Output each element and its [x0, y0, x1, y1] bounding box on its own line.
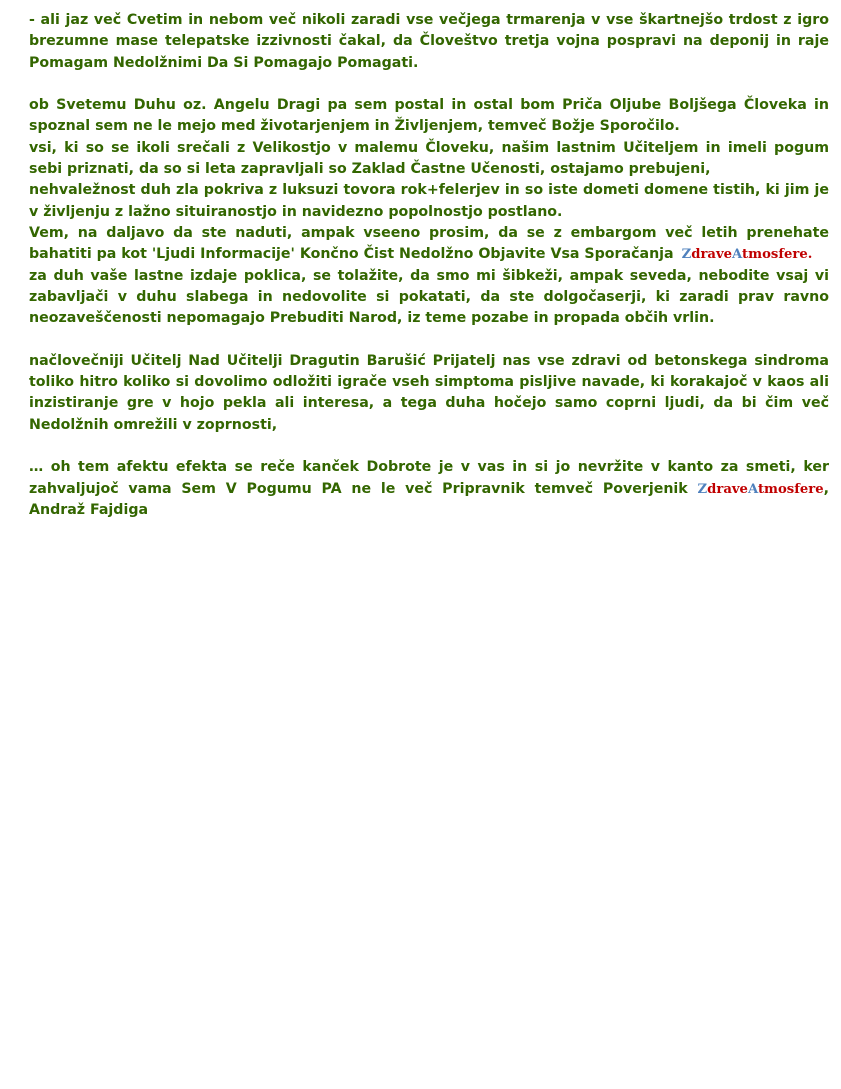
plea-line: Vem, na daljavo da ste naduti, ampak vseeno prosim, da se z embargom več letih prenehate bahatiti pa kot 'Ljudi Informacije' Končno Čist Nedolžno Objavite Vsa Sporačanja [29, 224, 829, 263]
paragraph-spacer [29, 74, 829, 95]
brand-word-drave: drave [707, 481, 748, 497]
holy-spirit-line: ob Svetemu Duhu oz. Angelu Dragi pa sem postal in ostal bom Priča Oljube Boljšega Človeka in spoznal sem ne le mejo med životarjenjem in Življenjem, temveč Božje Sporočilo. [29, 97, 829, 135]
closing-paragraph [29, 457, 829, 521]
brand-zdrave-atmosfere [682, 247, 813, 262]
document-body [29, 10, 829, 521]
signature: , Andraž Fajdiga [29, 480, 829, 518]
brand-letter-a: A [732, 247, 743, 263]
intro-paragraph [29, 10, 829, 74]
teacher-text: načlovečniji Učitelj Nad Učitelji Dragutin Barušić Prijatelj nas vse zdravi od betonskega sindroma toliko hitro koliko si dovolimo odložiti igrače vseh simptoma pisljive navade, ki korakajoč v kaos ali inzistiranje gre v hojo pekla ali interesa, a tega duha hočejo samo coprni ljudi, da bi čim več Nedolžnih omrežili v zoprnosti, [29, 352, 829, 433]
betrayal-line: za duh vaše lastne izdaje poklica, se tolažite, da smo mi šibkeži, ampak seveda, nebodite vsaj vi zabavljači v duhu slabega in nedovolite si pokatati, da ste dolgočaserji, ki zaradi prav ravno neozaveščenosti nepomagajo Prebuditi Narod, iz teme pozabe in propada občih vrlin. [29, 267, 829, 327]
brand-word-drave: drave [691, 247, 733, 263]
intro-text: - ali jaz več Cvetim in nebom več nikoli zaradi vse večjega trmarenja v vse škartnejšo trdost z igro brezumne mase telepatske izzivnosti čakal, da Človeštvo tretja vojna pospravi na deponij in raje Pomagam Nedolžnimi Da Si Pomagajo Pomagati. [29, 12, 829, 71]
brand-letter-z: Z [681, 247, 692, 263]
brand-word-tmosfere-closing: tmosfere [757, 481, 824, 497]
holy-spirit-paragraph [29, 95, 829, 329]
teachers-line: vsi, ki so se ikoli srečali z Velikostjo v malemu Človeku, našim lastnim Učiteljem in imeli pogum sebi priznati, da so si leta zapravljali so Zaklad Častne Učenosti, ostajamo prebujeni, [29, 139, 829, 178]
brand-letter-a: A [747, 481, 758, 497]
paragraph-spacer [29, 329, 829, 350]
closing-text: … oh tem afektu efekta se reče kanček Dobrote je v vas in si jo nevržite v kanto za smeti, ker zahvaljujoč vama Sem V Pogumu PA ne le več Pripravnik temveč Poverjenik [29, 459, 829, 497]
brand-letter-z: Z [697, 481, 708, 497]
teacher-paragraph [29, 351, 829, 436]
ingratitude-line: nehvaležnost duh zla pokriva z luksuzi tovora rok+felerjev in so iste dometi domene tistih, ki jim je v življenju z lažno situiranostjo in navidezno popolnostjo postlano. [29, 182, 829, 220]
paragraph-spacer [29, 436, 829, 457]
brand-zdrave-atmosfere-closing [698, 482, 824, 497]
brand-word-tmosfere: tmosfere. [742, 247, 813, 263]
